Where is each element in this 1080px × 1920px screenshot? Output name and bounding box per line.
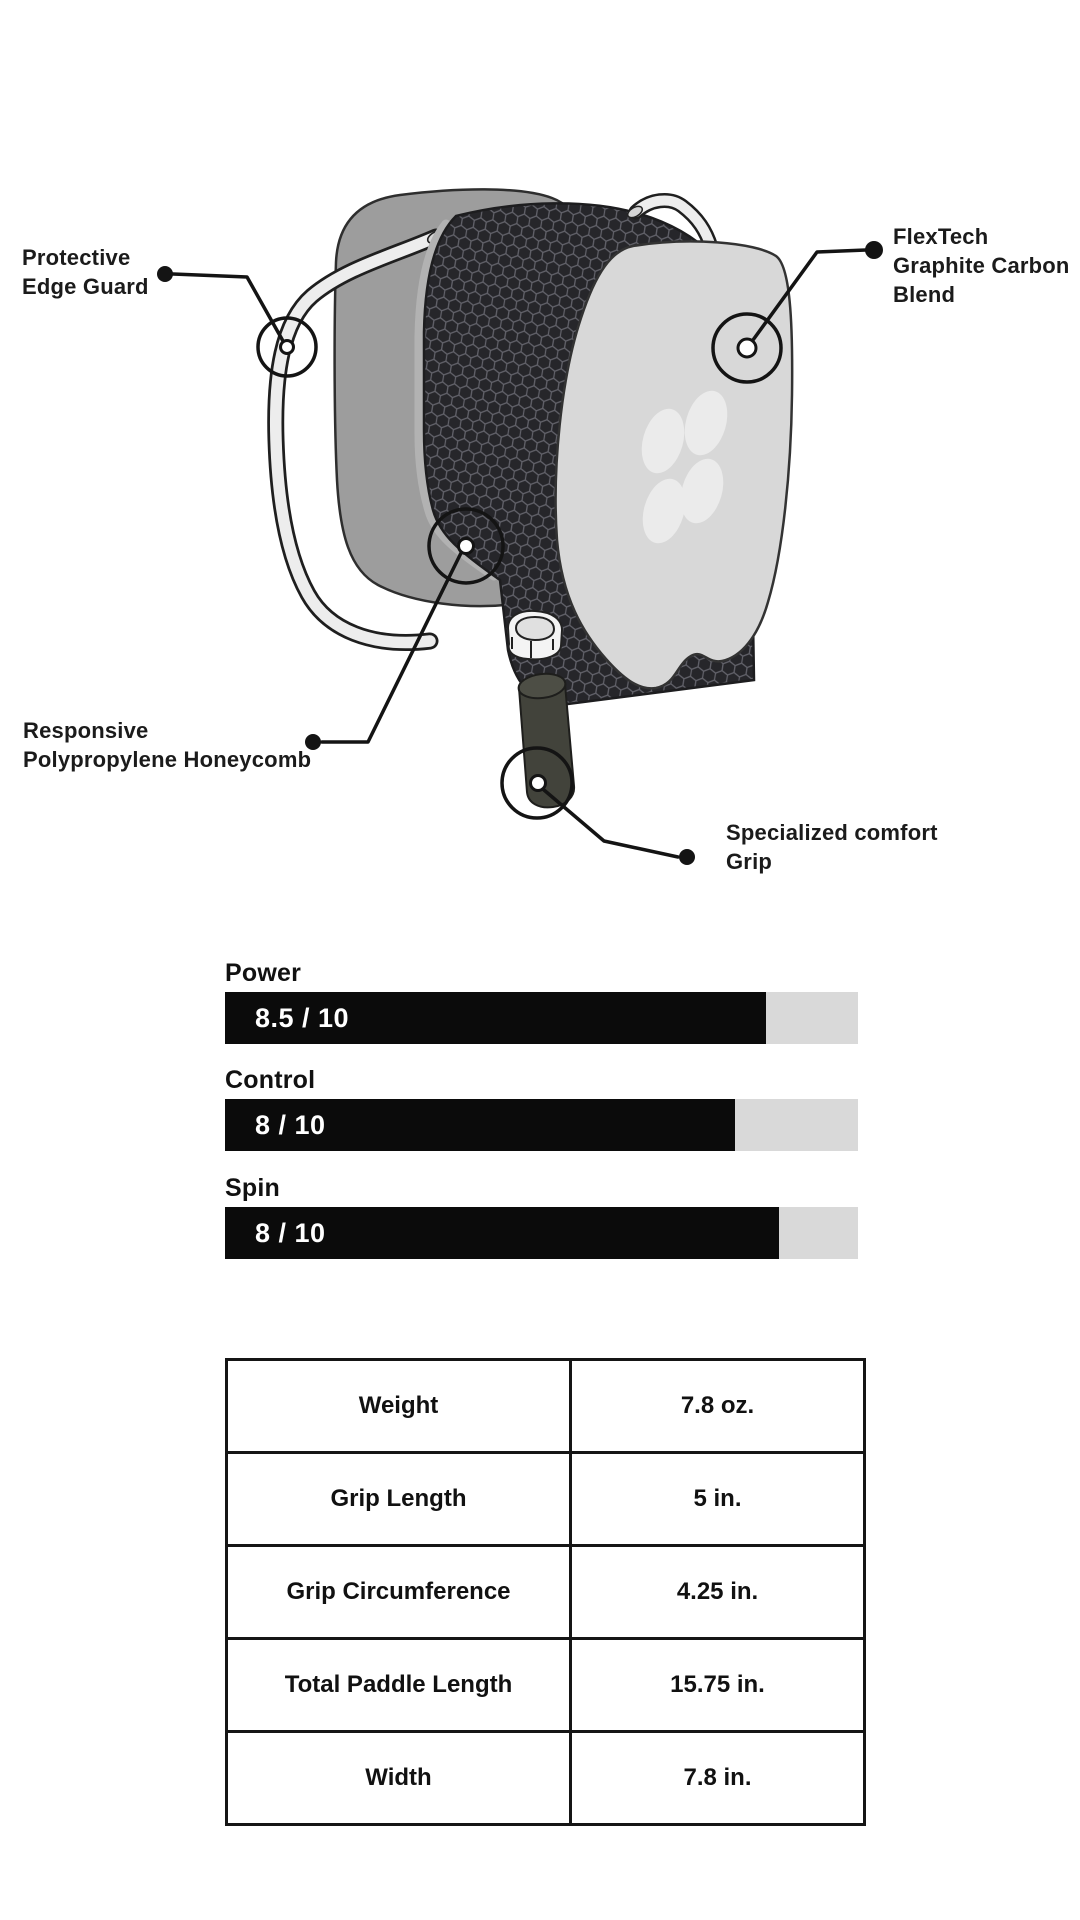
rating-power-track [225, 992, 858, 1044]
spec-name: Grip Circumference [227, 1546, 571, 1639]
edge-guard-label-line1: Protective [22, 245, 131, 270]
spec-table [225, 1358, 866, 1826]
honeycomb-label-line1: Responsive [23, 718, 149, 743]
spec-name: Weight [227, 1360, 571, 1453]
edge-guard-leader [173, 274, 283, 341]
spec-name: Width [227, 1732, 571, 1825]
table-row [227, 1453, 865, 1546]
spec-value: 4.25 in. [571, 1546, 865, 1639]
rating-control-track [225, 1099, 858, 1151]
throat-ring [508, 611, 562, 659]
rating-power-value: 8.5 / 10 [255, 1003, 350, 1033]
rating-spin-track [225, 1207, 858, 1259]
rating-spin-value: 8 / 10 [255, 1218, 326, 1248]
spec-value: 5 in. [571, 1453, 865, 1546]
rating-spin [225, 1173, 858, 1259]
rating-control [225, 1065, 858, 1151]
flextech-label-line2: Graphite Carbon [893, 253, 1070, 278]
rating-power [225, 958, 858, 1044]
table-row [227, 1546, 865, 1639]
rating-control-label: Control [225, 1066, 316, 1094]
flextech-label-line3: Blend [893, 282, 956, 307]
spec-value: 15.75 in. [571, 1639, 865, 1732]
table-row [227, 1639, 865, 1732]
spec-value: 7.8 oz. [571, 1360, 865, 1453]
edge-guard-label-line2: Edge Guard [22, 274, 149, 299]
spec-name: Grip Length [227, 1453, 571, 1546]
flextech-label [893, 222, 1070, 309]
honeycomb-label [23, 716, 311, 774]
spec-value: 7.8 in. [571, 1732, 865, 1825]
edge-guard-label [22, 243, 149, 301]
flextech-label-line1: FlexTech [893, 224, 989, 249]
rating-power-label: Power [225, 959, 302, 987]
spec-name: Total Paddle Length [227, 1639, 571, 1732]
front-face [556, 241, 793, 688]
grip-label-line1: Specialized comfort [726, 820, 938, 845]
rating-spin-label: Spin [225, 1174, 280, 1202]
honeycomb-label-line2: Polypropylene Honeycomb [23, 747, 312, 772]
table-row [227, 1732, 865, 1825]
grip-label-line2: Grip [726, 849, 773, 874]
rating-control-value: 8 / 10 [255, 1110, 326, 1140]
grip-label [726, 818, 938, 876]
table-row [227, 1360, 865, 1453]
